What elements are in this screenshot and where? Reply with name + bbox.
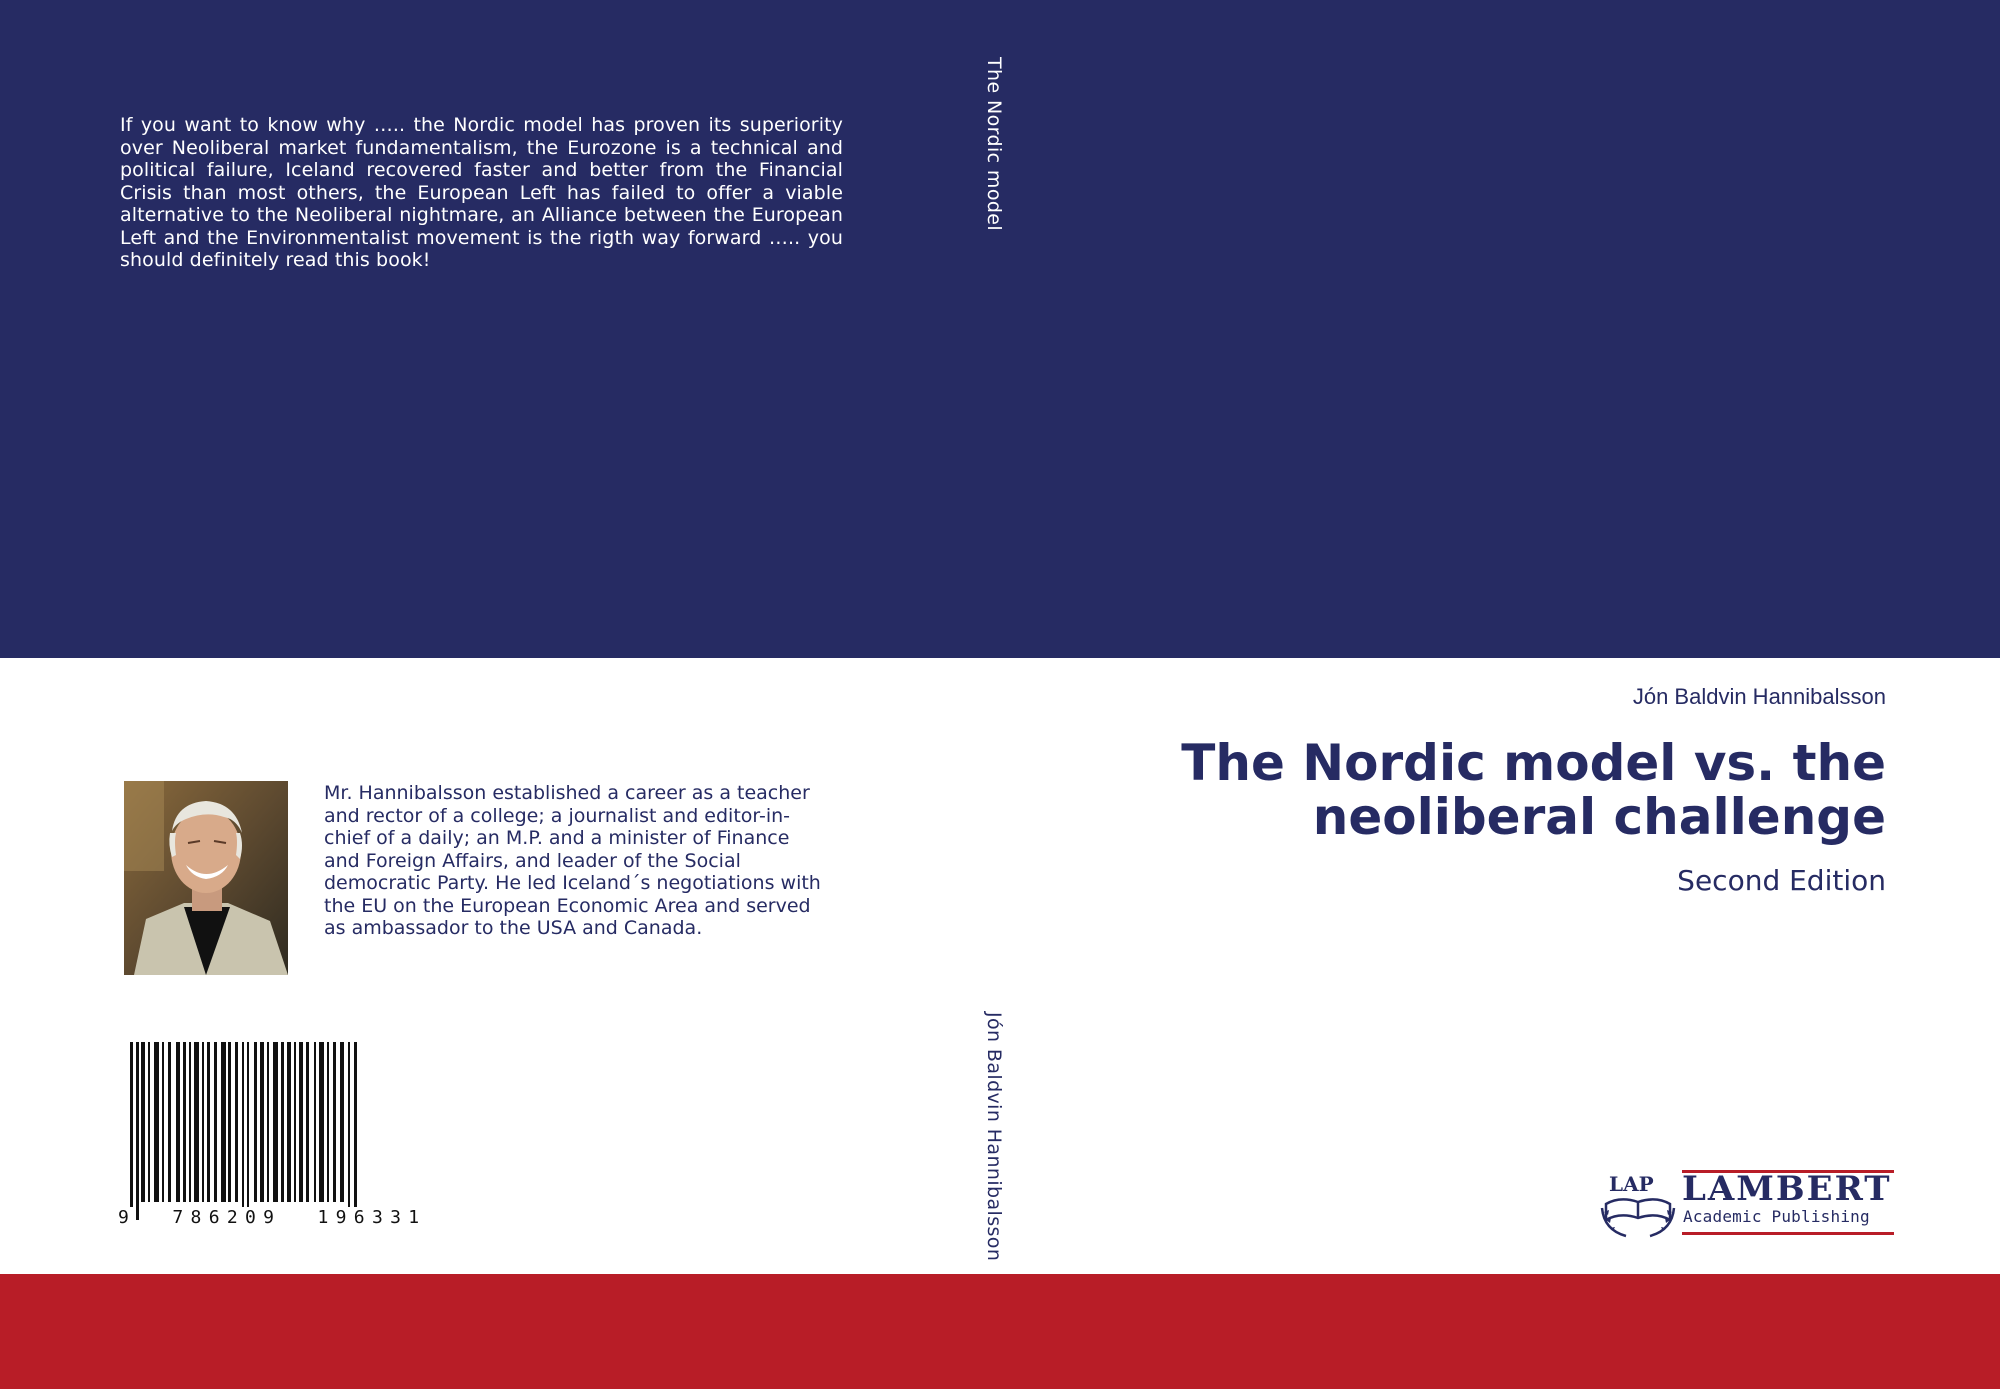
spine-author: Jón Baldvin Hannibalsson bbox=[983, 1012, 1005, 1262]
back-cover-blurb: If you want to know why ….. the Nordic model has proven its superiority over Neoliberal market fundamentalism, the Eurozone is a technical and political failure, Iceland recovered faster and better from the Financial Crisis than most others, the European Left has failed to offer a viable alternative to the Neoliberal nightmare, an Alliance between the European Left and the Environmentalist movement is the rigth way forward ….. you should definitely read this book! bbox=[120, 114, 843, 271]
isbn-digits bbox=[118, 1207, 438, 1228]
spine-title: The Nordic model bbox=[983, 57, 1005, 232]
bottom-red-band bbox=[0, 1274, 2000, 1389]
author-photo bbox=[124, 781, 288, 975]
isbn-digit-prefix: 9 bbox=[118, 1207, 137, 1228]
author-bio: Mr. Hannibalsson established a career as a teacher and rector of a college; a journalist and editor-in-chief of a daily; an M.P. and a minister of Finance and Foreign Affairs, and leader of the Social democratic Party. He led Iceland´s negotiations with the EU on the European Economic Area and served as ambassador to the USA and Canada. bbox=[324, 782, 821, 939]
publisher-name: LAMBERT bbox=[1682, 1169, 1892, 1209]
isbn-digit-group-2: 196331 bbox=[317, 1207, 427, 1228]
front-author: Jón Baldvin Hannibalsson bbox=[1632, 684, 1886, 709]
publisher-subtitle: Academic Publishing bbox=[1683, 1207, 1870, 1226]
publisher-mark-letters: LAP bbox=[1609, 1172, 1654, 1196]
isbn-barcode bbox=[118, 1040, 438, 1232]
front-title: The Nordic model vs. the neoliberal challenge bbox=[1181, 734, 1886, 846]
isbn-digit-group-1: 786209 bbox=[172, 1207, 282, 1228]
front-edition: Second Edition bbox=[1677, 864, 1886, 897]
